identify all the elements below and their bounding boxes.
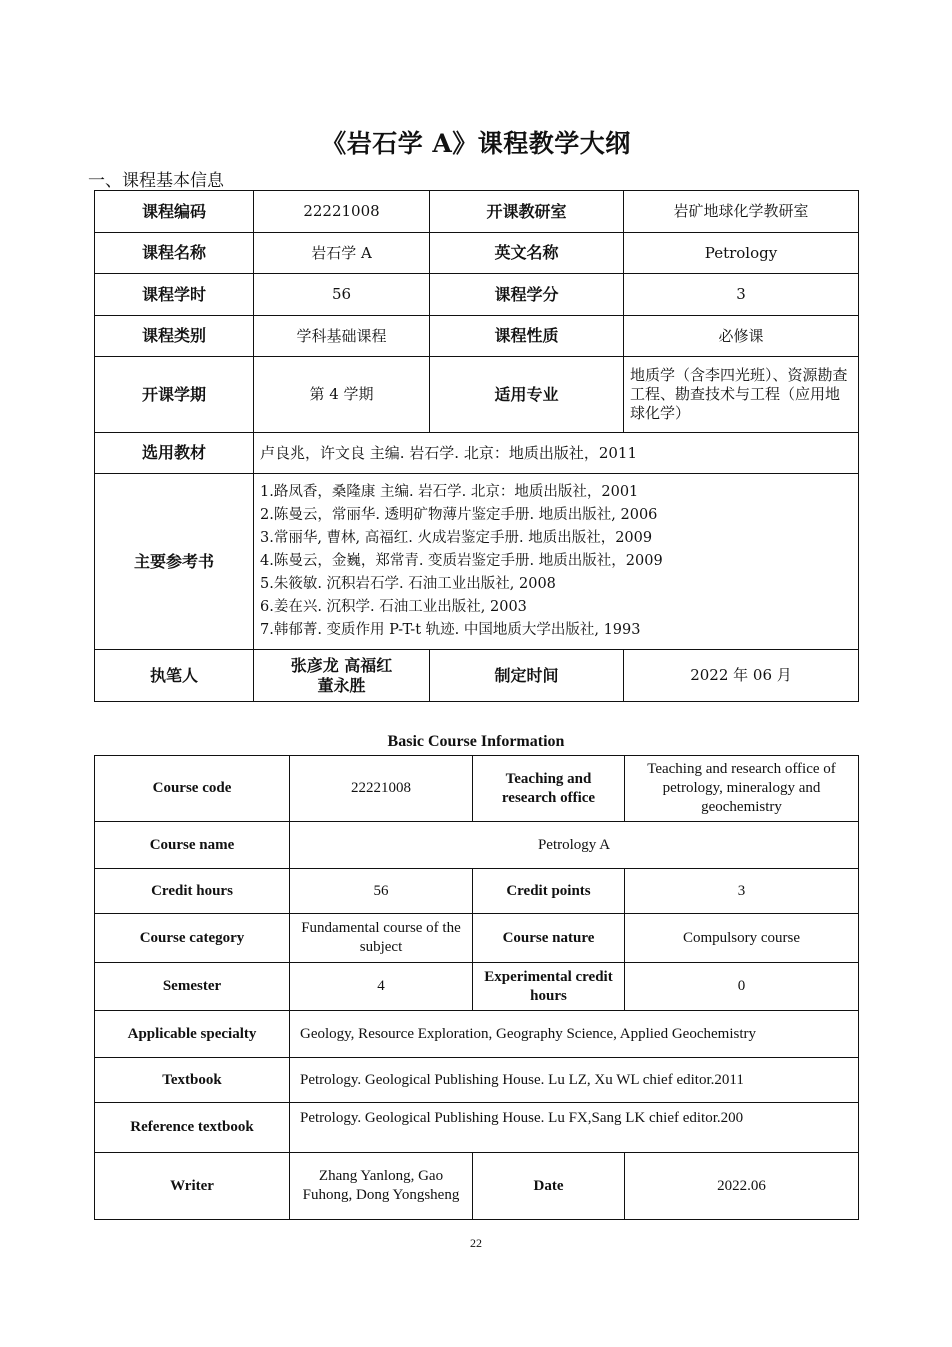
- en-date-value: 2022.06: [625, 1153, 859, 1220]
- english-name-label: 英文名称: [430, 233, 624, 274]
- en-textbook-value: Petrology. Geological Publishing House. Lu LZ, Xu WL chief editor.2011: [290, 1058, 859, 1103]
- date-label: 制定时间: [430, 650, 624, 702]
- references-label: 主要参考书: [95, 474, 254, 650]
- course-info-table-cn: [94, 190, 859, 702]
- en-textbook-label: Textbook: [95, 1058, 290, 1103]
- en-exp-hours-value: 0: [625, 963, 859, 1011]
- reference-item: 2.陈曼云，常丽华. 透明矿物薄片鉴定手册. 地质出版社, 2006: [260, 507, 658, 523]
- en-office-label: Teaching and research office: [473, 756, 625, 822]
- date-value: 2022 年 06 月: [624, 650, 859, 702]
- en-hours-label: Credit hours: [95, 869, 290, 914]
- credits-label: 课程学分: [430, 274, 624, 316]
- en-specialty-value: Geology, Resource Exploration, Geography Science, Applied Geochemistry: [290, 1011, 859, 1058]
- en-exp-hours-label: Experimental credit hours: [473, 963, 625, 1011]
- en-course-name-value: Petrology A: [290, 822, 859, 869]
- course-code-label: 课程编码: [95, 191, 254, 233]
- en-credits-value: 3: [625, 869, 859, 914]
- course-code-value: 22221008: [254, 191, 430, 233]
- english-name-value: Petrology: [624, 233, 859, 274]
- page-number: 22: [470, 1236, 482, 1250]
- en-writer-label: Writer: [95, 1153, 290, 1220]
- reference-item: 4.陈曼云，金巍，郑常青. 变质岩鉴定手册. 地质出版社，2009: [260, 553, 663, 569]
- reference-item: 5.朱筱敏. 沉积岩石学. 石油工业出版社, 2008: [260, 576, 556, 592]
- major-value: 地质学（含李四光班）、资源勘查工程、勘查技术与工程（应用地球化学）: [624, 357, 859, 433]
- reference-item: 3.常丽华, 曹林, 高福红. 火成岩鉴定手册. 地质出版社，2009: [260, 530, 653, 546]
- office-label: 开课教研室: [430, 191, 624, 233]
- en-semester-label: Semester: [95, 963, 290, 1011]
- en-office-value: Teaching and research office of petrology, mineralogy and geochemistry: [625, 756, 859, 822]
- category-value: 学科基础课程: [254, 316, 430, 357]
- nature-label: 课程性质: [430, 316, 624, 357]
- hours-value: 56: [254, 274, 430, 316]
- course-info-table-en: [94, 755, 859, 1220]
- textbook-label: 选用教材: [95, 433, 254, 474]
- hours-label: 课程学时: [95, 274, 254, 316]
- en-category-value: Fundamental course of the subject: [290, 914, 473, 963]
- en-reference-value: Petrology. Geological Publishing House. Lu FX,Sang LK chief editor.200: [290, 1103, 859, 1153]
- references-list: [254, 474, 859, 650]
- section-heading: 一、课程基本信息: [88, 171, 224, 191]
- en-credits-label: Credit points: [473, 869, 625, 914]
- en-section-title: Basic Course Information: [387, 733, 565, 750]
- writer-line: 张彦龙 高福红: [290, 655, 393, 675]
- document-title: 《岩石学 A》课程教学大纲: [321, 129, 631, 158]
- en-category-label: Course category: [95, 914, 290, 963]
- category-label: 课程类别: [95, 316, 254, 357]
- en-nature-value: Compulsory course: [625, 914, 859, 963]
- en-nature-label: Course nature: [473, 914, 625, 963]
- en-reference-label: Reference textbook: [95, 1103, 290, 1153]
- en-course-code-label: Course code: [95, 756, 290, 822]
- course-name-value: 岩石学 A: [254, 233, 430, 274]
- nature-value: 必修课: [624, 316, 859, 357]
- textbook-value: 卢良兆，许文良 主编. 岩石学. 北京：地质出版社，2011: [254, 433, 859, 474]
- office-value: 岩矿地球化学教研室: [624, 191, 859, 233]
- semester-label: 开课学期: [95, 357, 254, 433]
- en-hours-value: 56: [290, 869, 473, 914]
- en-course-name-label: Course name: [95, 822, 290, 869]
- en-semester-value: 4: [290, 963, 473, 1011]
- writer-value: [254, 650, 430, 702]
- en-course-code-value: 22221008: [290, 756, 473, 822]
- course-name-label: 课程名称: [95, 233, 254, 274]
- writer-label: 执笔人: [95, 650, 254, 702]
- semester-value: 第 4 学期: [254, 357, 430, 433]
- reference-item: 1.路凤香，桑隆康 主编. 岩石学. 北京：地质出版社，2001: [260, 484, 639, 500]
- major-label: 适用专业: [430, 357, 624, 433]
- en-writer-value: Zhang Yanlong, Gao Fuhong, Dong Yongsheng: [290, 1153, 473, 1220]
- en-specialty-label: Applicable specialty: [95, 1011, 290, 1058]
- credits-value: 3: [624, 274, 859, 316]
- writer-line: 董永胜: [317, 675, 366, 695]
- reference-item: 6.姜在兴. 沉积学. 石油工业出版社, 2003: [260, 599, 527, 615]
- en-date-label: Date: [473, 1153, 625, 1220]
- reference-item: 7.韩郁菁. 变质作用 P-T-t 轨迹. 中国地质大学出版社, 1993: [260, 622, 641, 638]
